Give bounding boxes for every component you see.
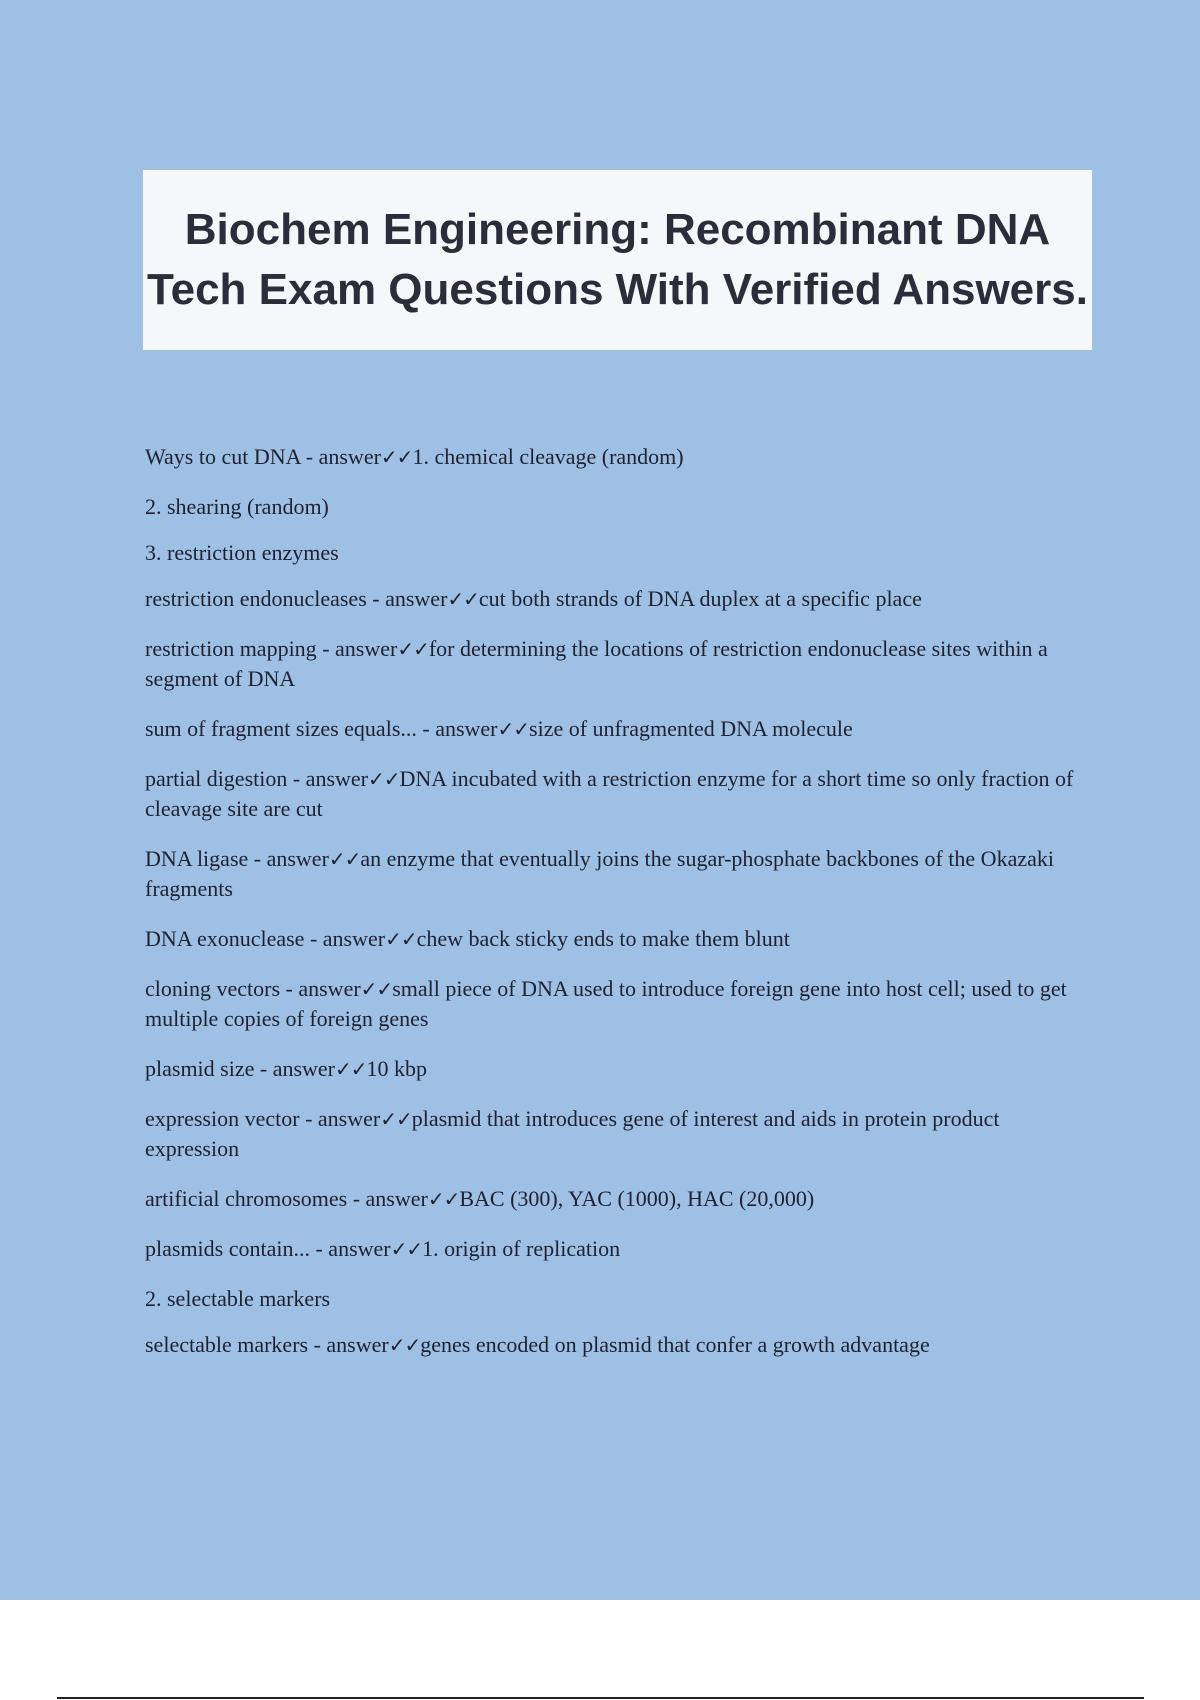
entry-answer: size of unfragmented DNA molecule bbox=[529, 716, 853, 741]
checkmark-icon: ✓✓ bbox=[328, 847, 361, 871]
checkmark-icon: ✓✓ bbox=[397, 637, 429, 661]
qa-entry bbox=[145, 924, 1075, 954]
qa-entry bbox=[145, 764, 1075, 824]
answer-separator: - answer bbox=[304, 926, 386, 951]
answer-separator: - answer bbox=[347, 1186, 428, 1211]
entry-term: plasmid size bbox=[145, 1056, 255, 1081]
entry-answer: an enzyme that eventually joins the sugar-phosphate backbones of the Okazaki fragments bbox=[145, 846, 1054, 901]
entry-term: restriction endonucleases bbox=[145, 586, 367, 611]
entry-answer: small piece of DNA used to introduce foreign gene into host cell; used to get multiple copies of foreign genes bbox=[145, 976, 1067, 1031]
entry-answer: 10 kbp bbox=[366, 1056, 428, 1081]
entry-answer: plasmid that introduces gene of interest and aids in protein product expression bbox=[145, 1106, 1000, 1161]
checkmark-icon: ✓✓ bbox=[390, 1237, 423, 1261]
entry-term: selectable markers bbox=[145, 1332, 309, 1357]
answer-separator: - answer bbox=[287, 766, 368, 791]
answer-separator: - answer bbox=[316, 636, 398, 661]
entry-term: Ways to cut DNA bbox=[145, 444, 301, 469]
entry-term: restriction mapping bbox=[145, 636, 317, 661]
qa-entry: 3. restriction enzymes bbox=[145, 540, 339, 565]
qa-list bbox=[145, 442, 1075, 1380]
answer-separator: - answer bbox=[309, 1236, 391, 1261]
entry-term: partial digestion bbox=[145, 766, 288, 791]
qa-entry bbox=[145, 1054, 1075, 1084]
entry-answer: for determining the locations of restriction endonuclease sites within a segment of DNA bbox=[145, 636, 1048, 691]
qa-entry: 2. selectable markers bbox=[145, 1286, 331, 1311]
checkmark-icon: ✓✓ bbox=[447, 587, 479, 611]
entry-answer: DNA incubated with a restriction enzyme for a short time so only fraction of cleavage site are cut bbox=[145, 766, 1074, 821]
entry-term: cloning vectors bbox=[145, 976, 281, 1001]
qa-entry bbox=[145, 442, 1075, 472]
checkmark-icon: ✓✓ bbox=[388, 1333, 421, 1357]
checkmark-icon: ✓✓ bbox=[360, 977, 393, 1001]
title-box bbox=[143, 170, 1092, 350]
entry-term: plasmids contain... bbox=[145, 1236, 310, 1261]
checkmark-icon: ✓✓ bbox=[385, 927, 417, 951]
footer-rule bbox=[57, 1697, 1144, 1699]
checkmark-icon: ✓✓ bbox=[380, 445, 413, 469]
entry-answer: genes encoded on plasmid that confer a growth advantage bbox=[420, 1332, 930, 1357]
checkmark-icon: ✓✓ bbox=[427, 1187, 460, 1211]
answer-separator: - answer bbox=[248, 846, 329, 871]
entry-answer: 1. chemical cleavage (random) bbox=[412, 444, 684, 469]
answer-separator: - answer bbox=[299, 1106, 381, 1131]
entry-answer: chew back sticky ends to make them blunt bbox=[416, 926, 790, 951]
answer-separator: - answer bbox=[416, 716, 498, 741]
entry-term: sum of fragment sizes equals... bbox=[145, 716, 417, 741]
qa-entry bbox=[145, 844, 1075, 904]
qa-entry: 2. shearing (random) bbox=[145, 494, 329, 519]
entry-answer: BAC (300), YAC (1000), HAC (20,000) bbox=[459, 1186, 815, 1211]
entry-term: DNA exonuclease bbox=[145, 926, 305, 951]
answer-separator: - answer bbox=[308, 1332, 389, 1357]
qa-entry bbox=[145, 1104, 1075, 1164]
entry-term: expression vector bbox=[145, 1106, 300, 1131]
checkmark-icon: ✓✓ bbox=[335, 1057, 367, 1081]
checkmark-icon: ✓✓ bbox=[380, 1107, 412, 1131]
entry-answer: 1. origin of replication bbox=[422, 1236, 621, 1261]
entry-answer: cut both strands of DNA duplex at a specific place bbox=[478, 586, 922, 611]
answer-separator: - answer bbox=[300, 444, 381, 469]
qa-entry bbox=[145, 584, 1075, 614]
qa-entry bbox=[145, 974, 1075, 1034]
checkmark-icon: ✓✓ bbox=[497, 717, 530, 741]
checkmark-icon: ✓✓ bbox=[368, 767, 400, 791]
qa-entry bbox=[145, 714, 1075, 744]
document-title: Biochem Engineering: Recombinant DNA Tech Exam Questions With Verified Answers. bbox=[147, 205, 1088, 314]
qa-entry bbox=[145, 1234, 1075, 1264]
answer-separator: - answer bbox=[254, 1056, 336, 1081]
qa-entry bbox=[145, 1184, 1075, 1214]
answer-separator: - answer bbox=[280, 976, 361, 1001]
qa-entry bbox=[145, 1330, 1075, 1360]
answer-separator: - answer bbox=[366, 586, 448, 611]
entry-term: artificial chromosomes bbox=[145, 1186, 348, 1211]
entry-term: DNA ligase bbox=[145, 846, 249, 871]
qa-entry bbox=[145, 634, 1075, 694]
